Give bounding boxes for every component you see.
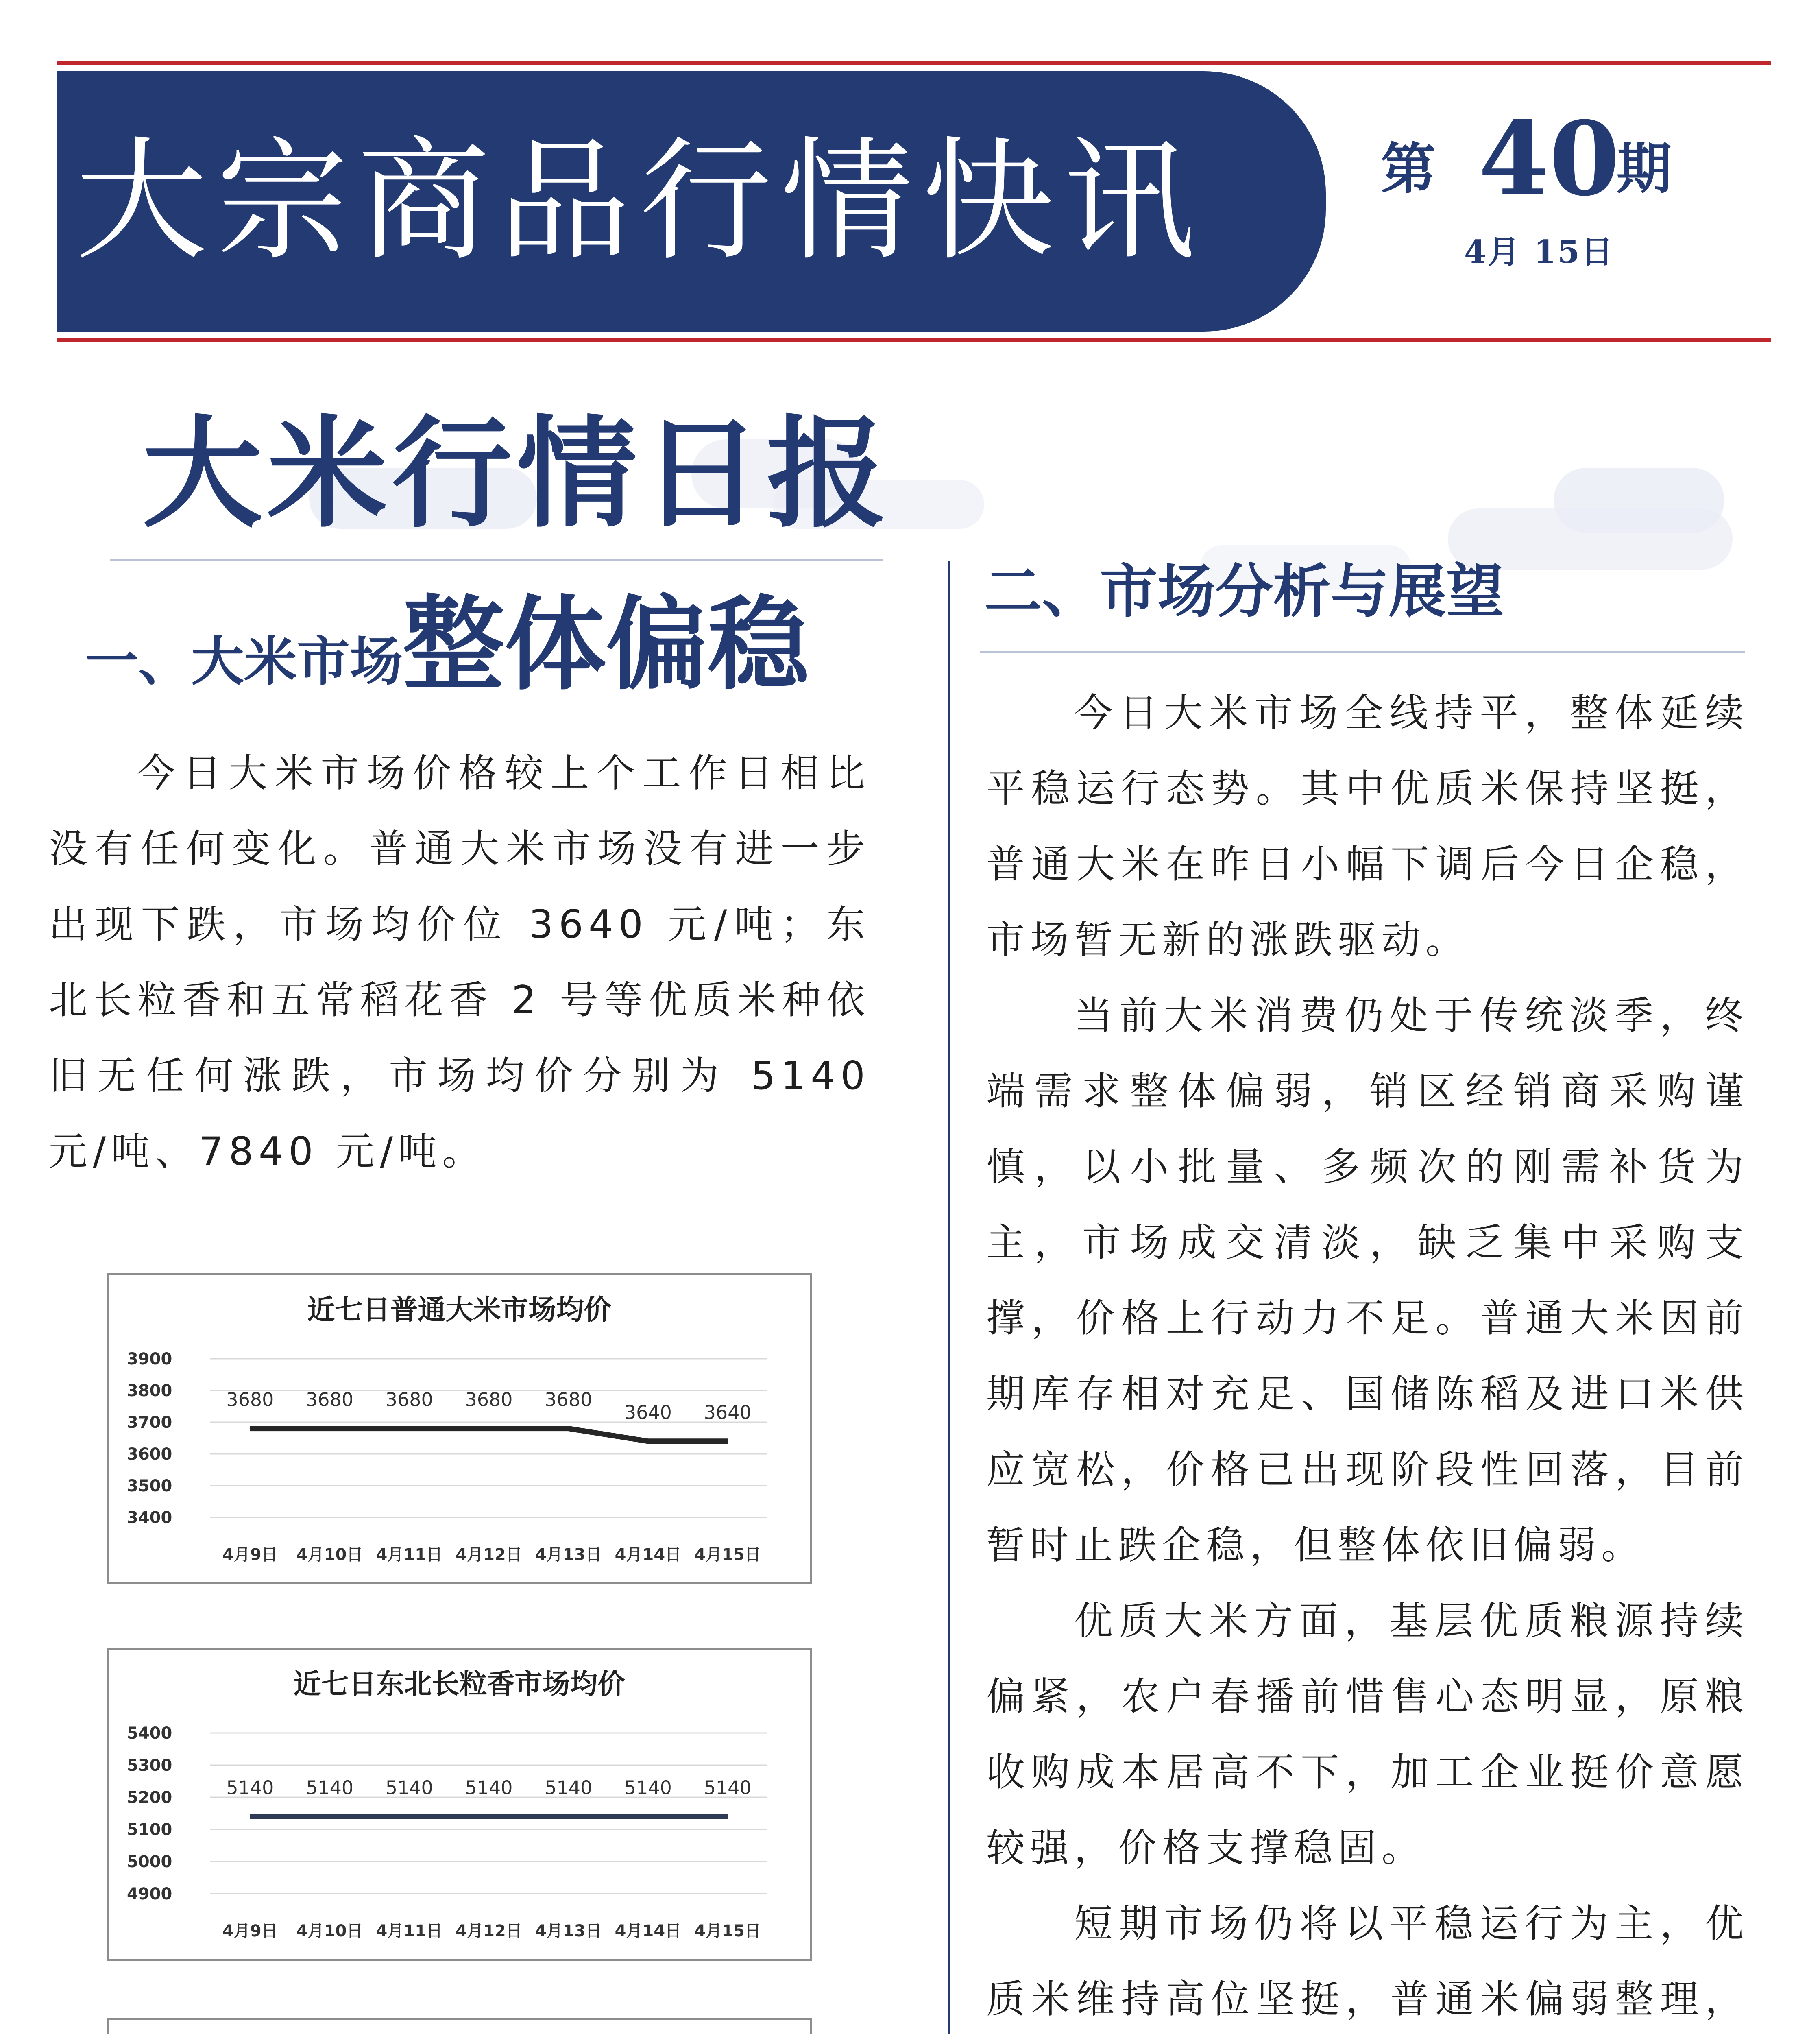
chart-title: 近七日普通大米市场均价 xyxy=(307,1294,612,1326)
chart-wuchang-rice xyxy=(107,2018,812,2034)
x-tick-label: 4月13日 xyxy=(535,1545,602,1564)
section1-paragraph xyxy=(49,735,870,1189)
chart-plot xyxy=(109,2020,810,2034)
x-tick-label: 4月10日 xyxy=(296,1922,363,1940)
data-point xyxy=(488,1816,489,1817)
y-tick-label: 5200 xyxy=(127,1788,172,1807)
masthead-title: 大宗商品行情快讯 xyxy=(75,124,1204,278)
x-tick-label: 4月15日 xyxy=(694,1922,761,1940)
issue-number: 40 xyxy=(1478,99,1620,218)
data-point xyxy=(647,1441,648,1442)
section1-title-prefix: 一、大米市场 xyxy=(85,631,403,692)
data-point xyxy=(727,1441,728,1442)
x-tick-label: 4月14日 xyxy=(615,1922,682,1940)
data-label: 3680 xyxy=(385,1388,433,1411)
y-tick-label: 5400 xyxy=(127,1724,172,1743)
data-point xyxy=(250,1428,251,1429)
data-label: 3680 xyxy=(465,1388,513,1411)
y-tick-label: 5100 xyxy=(127,1820,172,1839)
y-tick-label: 3400 xyxy=(127,1508,172,1527)
x-tick-label: 4月12日 xyxy=(456,1545,522,1564)
section1-title-emphasis: 整体偏稳 xyxy=(403,585,810,704)
data-label: 5140 xyxy=(704,1776,752,1799)
x-tick-label: 4月9日 xyxy=(222,1545,278,1564)
section2-paragraph: 短期市场仍将以平稳运行为主，优质米维持高位坚挺，普通米偏弱整理， xyxy=(986,1901,1749,2022)
data-label: 5140 xyxy=(226,1776,274,1799)
top-red-rule xyxy=(57,61,1771,65)
section2-paragraph: 今日大米市场全线持平，整体延续平稳运行态势。其中优质米保持坚挺，普通大米在昨日小幅下调后今日企稳，市场暂无新的涨跌驱动。 xyxy=(986,691,1749,962)
y-tick-label: 3500 xyxy=(127,1477,172,1495)
data-label: 3680 xyxy=(545,1388,593,1411)
data-label: 5140 xyxy=(545,1776,593,1799)
bottom-red-rule xyxy=(57,338,1771,342)
data-label: 3640 xyxy=(704,1401,752,1423)
chart-plot xyxy=(109,1275,810,1582)
data-point xyxy=(409,1428,410,1429)
data-point xyxy=(647,1816,648,1817)
chart-dongbei-rice xyxy=(107,1648,812,1961)
section1-paragraph-text: 今日大米市场价格较上个工作日相比没有任何变化。普通大米市场没有进一步出现下跌，市场均价位 3640 元/吨；东北长粒香和五常稻花香 2 号等优质米种依旧无任何涨跌，市场均价分别为 5140 元/吨、7840 元/吨。 xyxy=(49,751,870,1174)
y-tick-label: 3700 xyxy=(127,1413,172,1432)
y-tick-label: 3900 xyxy=(127,1350,172,1368)
data-label: 3680 xyxy=(306,1388,354,1411)
data-point xyxy=(250,1816,251,1817)
y-tick-label: 5300 xyxy=(127,1756,172,1775)
data-label: 5140 xyxy=(465,1776,513,1799)
chart-ordinary-rice xyxy=(107,1273,812,1584)
data-point xyxy=(568,1816,569,1817)
y-tick-label: 5000 xyxy=(127,1853,172,1871)
data-label: 5140 xyxy=(306,1776,354,1799)
x-tick-label: 4月14日 xyxy=(615,1545,682,1564)
y-tick-label: 4900 xyxy=(127,1885,172,1903)
chart-title: 近七日东北长粒香市场均价 xyxy=(293,1668,626,1700)
data-point xyxy=(727,1816,728,1817)
x-tick-label: 4月9日 xyxy=(222,1922,278,1940)
x-tick-label: 4月11日 xyxy=(376,1922,443,1940)
data-point xyxy=(329,1428,330,1429)
x-tick-label: 4月12日 xyxy=(456,1922,522,1940)
section2-paragraph: 优质大米方面，基层优质粮源持续偏紧，农户春播前惜售心态明显，原粮收购成本居高不下，加工企业挺价意愿较强，价格支撑稳固。 xyxy=(986,1599,1749,1870)
report-title: 大米行情日报 xyxy=(142,404,891,544)
section2-title: 二、市场分析与展望 xyxy=(984,558,1504,625)
section2-body xyxy=(986,675,1749,2034)
issue-suffix: 期 xyxy=(1617,136,1672,201)
issue-date: 4月 15日 xyxy=(1464,234,1615,271)
data-point xyxy=(488,1428,489,1429)
y-tick-label: 3800 xyxy=(127,1381,172,1400)
data-label: 5140 xyxy=(385,1776,433,1799)
section2-title-rule xyxy=(980,651,1745,653)
column-divider xyxy=(948,561,950,2034)
x-tick-label: 4月11日 xyxy=(376,1545,443,1564)
data-label: 3640 xyxy=(624,1401,672,1423)
y-tick-label: 3600 xyxy=(127,1445,172,1464)
x-tick-label: 4月13日 xyxy=(535,1922,602,1940)
data-point xyxy=(329,1816,330,1817)
report-title-rule xyxy=(110,559,883,561)
issue-prefix: 第 xyxy=(1381,136,1436,201)
data-point xyxy=(568,1428,569,1429)
x-tick-label: 4月10日 xyxy=(296,1545,363,1564)
chart-plot xyxy=(109,1650,810,1959)
x-tick-label: 4月15日 xyxy=(694,1545,761,1564)
data-label: 5140 xyxy=(624,1776,672,1799)
section1-title xyxy=(85,586,883,704)
data-label: 3680 xyxy=(226,1388,274,1411)
series-line xyxy=(250,1429,728,1441)
data-point xyxy=(409,1816,410,1817)
section2-paragraph: 当前大米消费仍处于传统淡季，终端需求整体偏弱，销区经销商采购谨慎，以小批量、多频次的刚需补货为主，市场成交清淡，缺乏集中采购支撑，价格上行动力不足。普通大米因前期库存相对充足、国储陈稻及进口米供应宽松，价格已出现阶段性回落，目前暂时止跌企稳，但整体依旧偏弱。 xyxy=(986,993,1749,1568)
